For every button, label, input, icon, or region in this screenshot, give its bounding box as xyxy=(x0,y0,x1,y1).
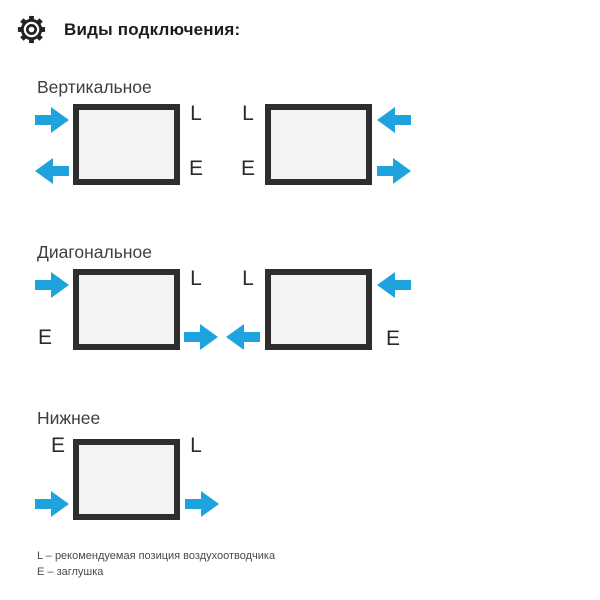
diagonal-2-inlet-arrow-icon xyxy=(377,272,411,298)
bottom-inlet-arrow-icon xyxy=(35,491,69,517)
vertical-2-outlet-arrow-icon xyxy=(377,158,411,184)
radiator-box xyxy=(265,269,372,350)
radiator-box xyxy=(265,104,372,185)
radiator-box xyxy=(73,104,180,185)
plug-label: E xyxy=(37,326,52,349)
diagonal-2-outlet-arrow-icon xyxy=(226,324,260,350)
section-label-bottom: Нижнее xyxy=(37,408,101,428)
legend-vent-line: L – рекомендуемая позиция воздухоотводчика xyxy=(37,550,276,562)
vent-position-label: L xyxy=(190,267,202,290)
section-label-diagonal: Диагональное xyxy=(37,242,152,262)
vent-position-label: L xyxy=(190,102,202,125)
radiator-box xyxy=(73,269,180,350)
vent-position-label: L xyxy=(190,434,202,457)
legend-plug-line: E – заглушка xyxy=(37,565,104,578)
plug-label: E xyxy=(240,157,255,180)
diagonal-1-outlet-arrow-icon xyxy=(184,324,218,350)
plug-label: E xyxy=(385,327,400,350)
gear-icon xyxy=(16,14,47,45)
section-label-vertical: Вертикальное xyxy=(37,77,152,97)
plug-label: E xyxy=(50,434,65,457)
bottom-outlet-arrow-icon xyxy=(185,491,219,517)
vent-position-label: L xyxy=(242,267,254,290)
legend xyxy=(37,549,275,580)
vent-position-label: L xyxy=(242,102,254,125)
vertical-1-outlet-arrow-icon xyxy=(35,158,69,184)
radiator-box xyxy=(73,439,180,520)
vertical-2-inlet-arrow-icon xyxy=(377,107,411,133)
figure-header xyxy=(16,14,240,45)
vertical-1-inlet-arrow-icon xyxy=(35,107,69,133)
plug-label: E xyxy=(188,157,203,180)
diagonal-1-inlet-arrow-icon xyxy=(35,272,69,298)
page-title: Виды подключения: xyxy=(64,19,241,39)
